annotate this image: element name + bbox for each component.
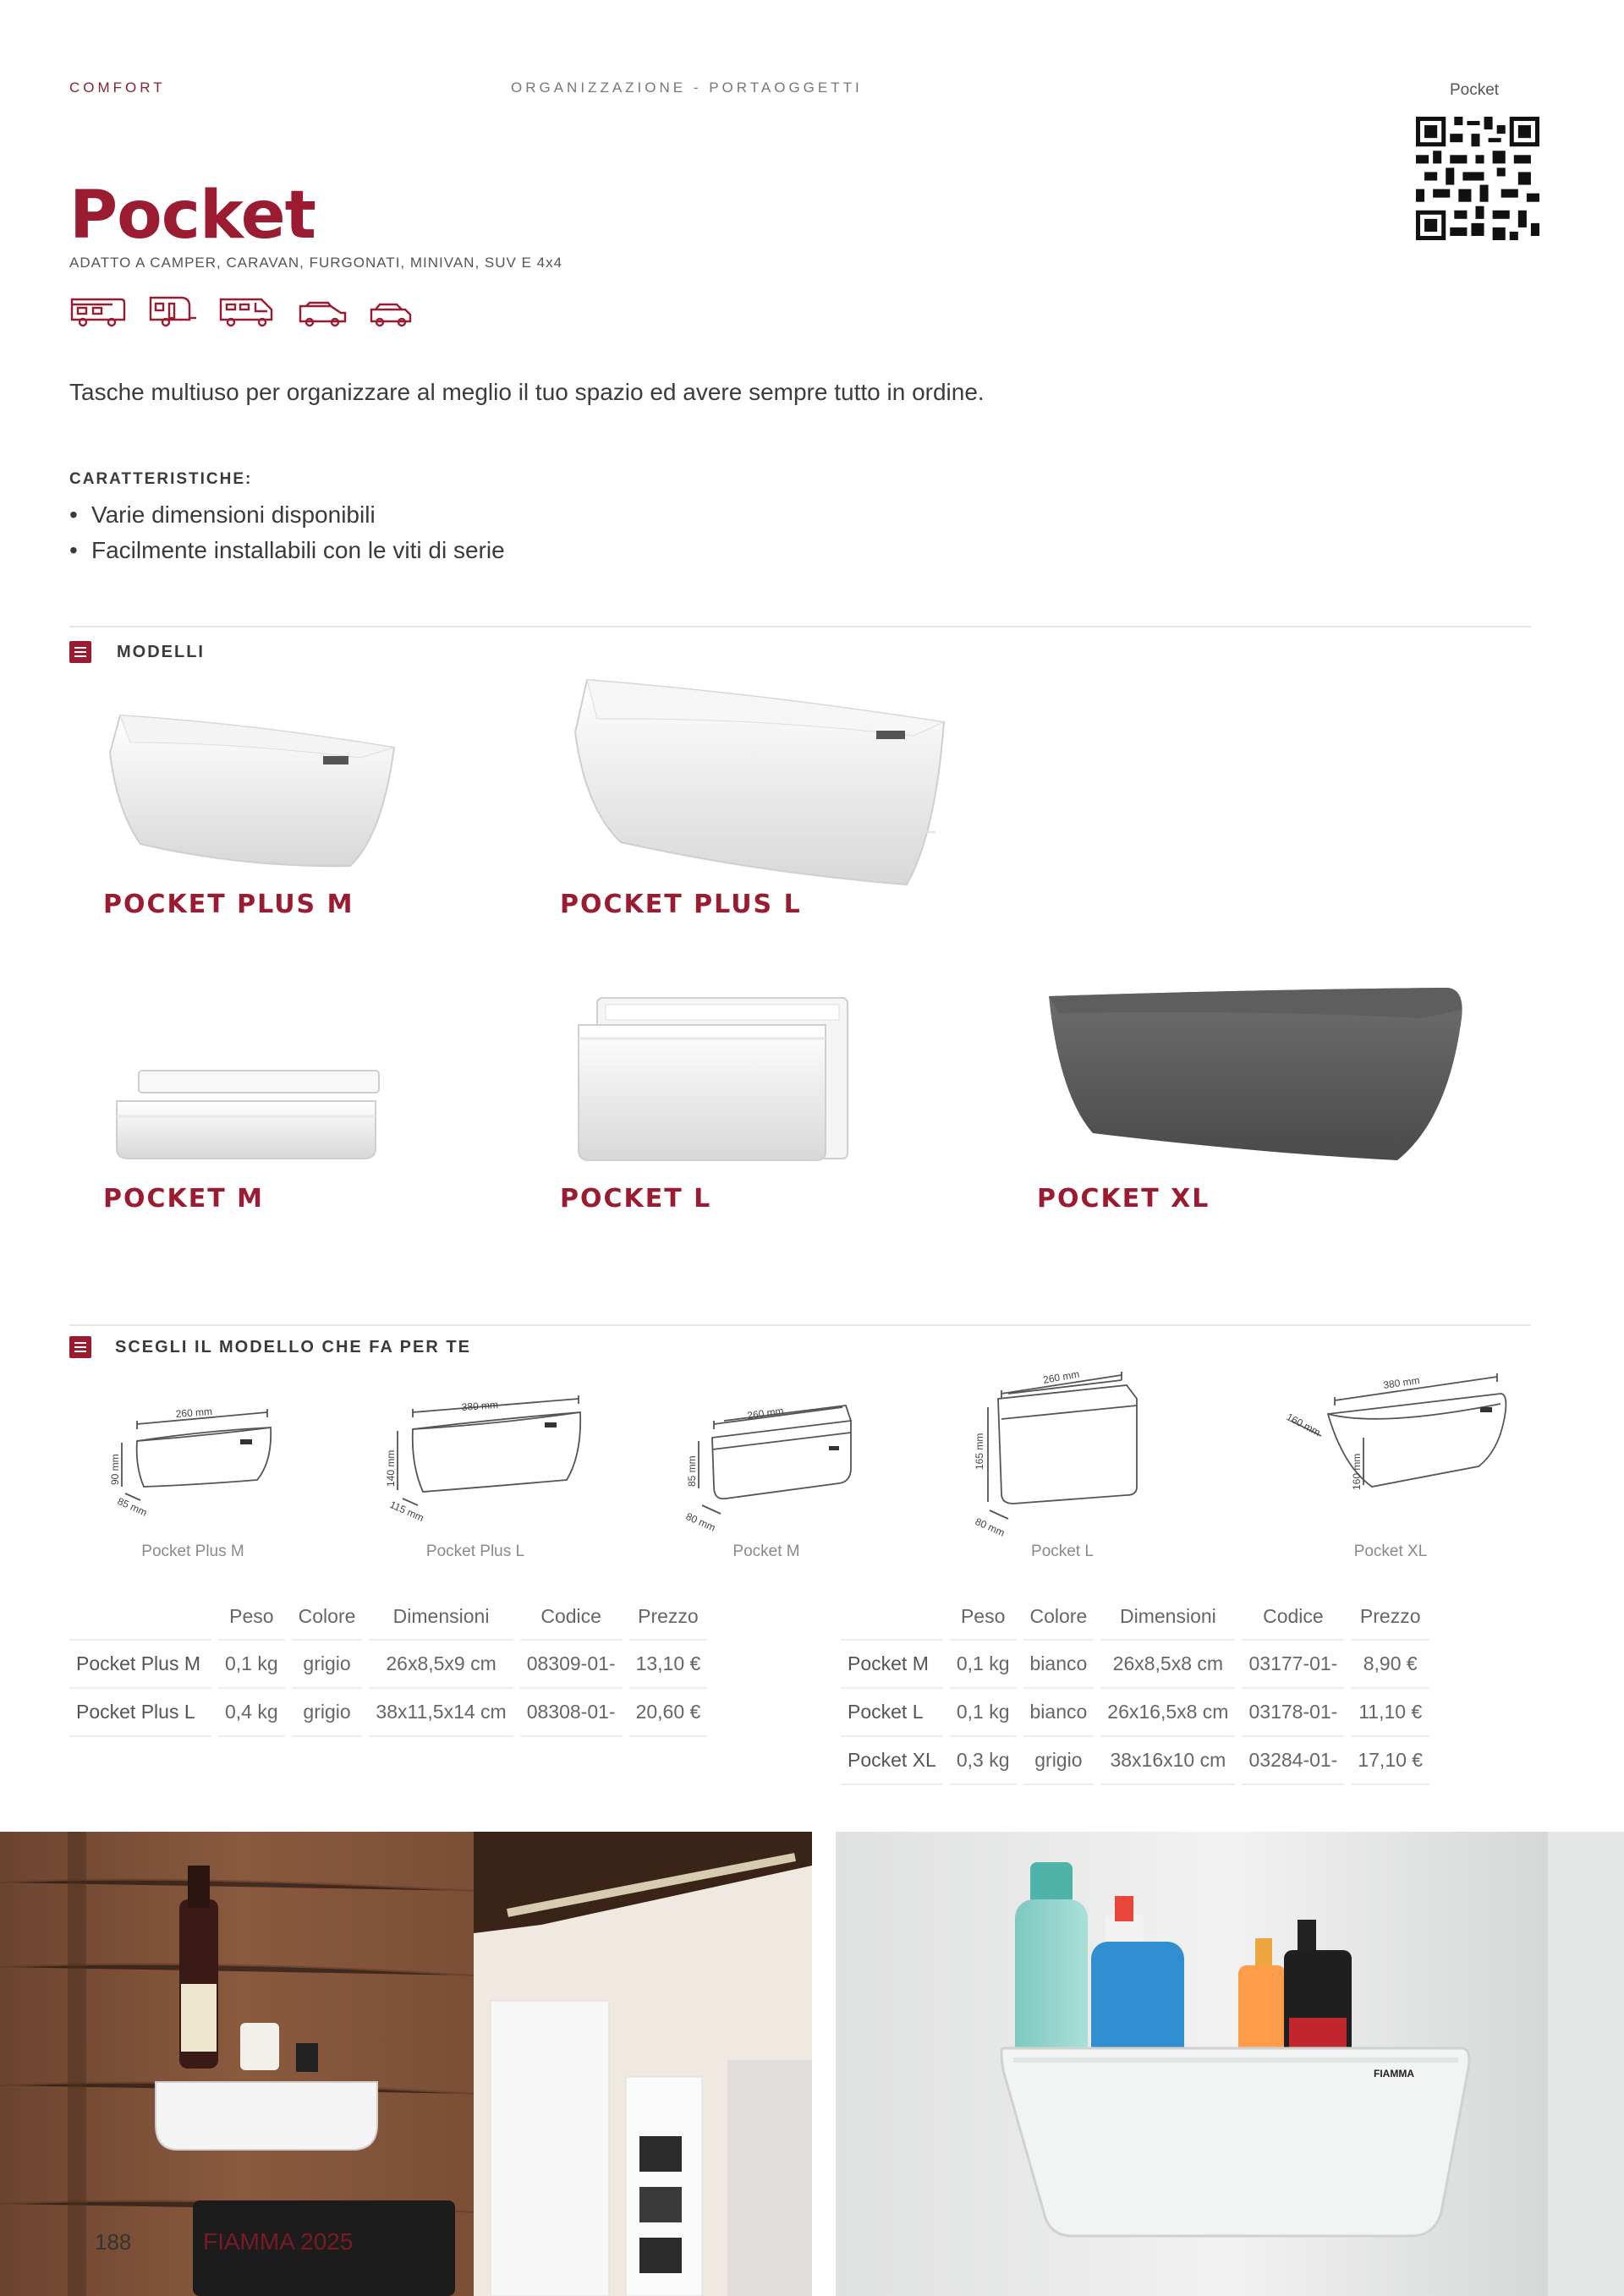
table-row bbox=[841, 1689, 1429, 1737]
color-cell: bianco bbox=[1023, 1641, 1095, 1689]
diagram-label: Pocket L bbox=[1031, 1543, 1094, 1560]
model-name: POCKET M bbox=[103, 1184, 265, 1214]
van-icon bbox=[218, 294, 277, 328]
col-header: Peso bbox=[218, 1593, 285, 1641]
dimension-label: 80 mm bbox=[683, 1510, 717, 1534]
product-name-cell: Pocket L bbox=[841, 1689, 943, 1737]
dimension-label: 85 mm bbox=[686, 1455, 698, 1487]
table-row bbox=[69, 1641, 707, 1689]
price-cell: 13,10 € bbox=[629, 1641, 708, 1689]
product-description: Tasche multiuso per organizzare al meglio il tuo spazio ed avere sempre tutto in ordine. bbox=[69, 379, 985, 405]
dimension-label: 260 mm bbox=[175, 1406, 213, 1420]
col-header: Colore bbox=[1023, 1593, 1095, 1641]
product-name-cell: Pocket XL bbox=[841, 1737, 943, 1785]
pocket-xl-diagram bbox=[1279, 1360, 1533, 1521]
weight-cell: 0,3 kg bbox=[950, 1737, 1017, 1785]
pocket-plus-m-diagram bbox=[102, 1395, 288, 1531]
suv-icon bbox=[369, 294, 413, 328]
col-header: Dimensioni bbox=[1100, 1593, 1235, 1641]
pocket-plus-l-diagram bbox=[379, 1387, 590, 1531]
dimension-label: 260 mm bbox=[1042, 1367, 1081, 1386]
col-header: Prezzo bbox=[629, 1593, 708, 1641]
weight-cell: 0,4 kg bbox=[218, 1689, 285, 1737]
caravan-icon bbox=[147, 294, 198, 328]
pocket-plus-l-image bbox=[572, 673, 947, 890]
qr-code-icon[interactable] bbox=[1416, 117, 1539, 240]
table-row bbox=[841, 1641, 1429, 1689]
dimensions-cell: 38x16x10 cm bbox=[1100, 1737, 1235, 1785]
price-cell: 20,60 € bbox=[629, 1689, 708, 1737]
dimension-label: 380 mm bbox=[1382, 1374, 1421, 1391]
code-cell: 08309-01- bbox=[520, 1641, 623, 1689]
code-cell: 03177-01- bbox=[1242, 1641, 1344, 1689]
minivan-icon bbox=[298, 294, 348, 328]
kitchen-photo bbox=[0, 1832, 812, 2296]
color-cell: grigio bbox=[292, 1689, 363, 1737]
product-name-cell: Pocket Plus L bbox=[69, 1689, 211, 1737]
weight-cell: 0,1 kg bbox=[950, 1689, 1017, 1737]
table-row bbox=[69, 1689, 707, 1737]
price-cell: 11,10 € bbox=[1351, 1689, 1429, 1737]
dimension-label: 165 mm bbox=[974, 1433, 985, 1470]
dimensions-cell: 26x16,5x8 cm bbox=[1100, 1689, 1235, 1737]
dimension-label: 380 mm bbox=[461, 1399, 499, 1413]
category-label: COMFORT bbox=[69, 79, 166, 96]
model-name: POCKET PLUS M bbox=[103, 890, 354, 919]
dimension-label: 80 mm bbox=[973, 1515, 1007, 1539]
models-section-title: MODELLI bbox=[117, 643, 205, 661]
weight-cell: 0,1 kg bbox=[218, 1641, 285, 1689]
color-cell: grigio bbox=[1023, 1737, 1095, 1785]
code-cell: 08308-01- bbox=[520, 1689, 623, 1737]
pocket-l-image bbox=[575, 995, 851, 1164]
pocket-l-diagram bbox=[964, 1360, 1159, 1539]
dimension-label: 140 mm bbox=[385, 1449, 397, 1487]
feature-item: • Facilmente installabili con le viti di serie bbox=[69, 533, 505, 568]
table-header-row bbox=[841, 1593, 1429, 1641]
color-cell: bianco bbox=[1023, 1689, 1095, 1737]
price-cell: 8,90 € bbox=[1351, 1641, 1429, 1689]
diagram-label: Pocket M bbox=[732, 1543, 800, 1560]
vehicle-icons bbox=[69, 289, 413, 328]
page-number: 188 bbox=[95, 2229, 132, 2255]
pocket-m-diagram bbox=[677, 1387, 871, 1539]
product-name-cell: Pocket Plus M bbox=[69, 1641, 211, 1689]
features-list bbox=[69, 497, 505, 568]
pocket-xl-image bbox=[1042, 984, 1465, 1165]
col-header: Dimensioni bbox=[369, 1593, 513, 1641]
section-divider bbox=[69, 1324, 1531, 1326]
dimension-label: 260 mm bbox=[746, 1405, 785, 1422]
feature-item: • Varie dimensioni disponibili bbox=[69, 497, 505, 533]
table-header-row bbox=[69, 1593, 707, 1641]
color-cell: grigio bbox=[292, 1641, 363, 1689]
list-icon bbox=[69, 641, 91, 663]
list-icon bbox=[69, 1336, 91, 1358]
qr-label: Pocket bbox=[1450, 81, 1500, 99]
col-header: Peso bbox=[950, 1593, 1017, 1641]
dimension-label: 90 mm bbox=[109, 1454, 121, 1485]
page-title: Pocket bbox=[69, 178, 315, 254]
bottle-label: FIAMMA bbox=[1374, 2068, 1414, 2080]
model-name: POCKET PLUS L bbox=[560, 890, 802, 919]
code-cell: 03178-01- bbox=[1242, 1689, 1344, 1737]
section-breadcrumb: ORGANIZZAZIONE - PORTAOGGETTI bbox=[511, 79, 863, 96]
dimension-label: 160 mm bbox=[1351, 1453, 1363, 1490]
section-divider bbox=[69, 626, 1531, 627]
product-subtitle: ADATTO A CAMPER, CARAVAN, FURGONATI, MINIVAN, SUV E 4x4 bbox=[69, 255, 563, 271]
motorhome-icon bbox=[69, 294, 127, 328]
spec-table-right bbox=[834, 1593, 1436, 1785]
choose-section-title: SCEGLI IL MODELLO CHE FA PER TE bbox=[115, 1338, 471, 1356]
features-heading: CARATTERISTICHE: bbox=[69, 470, 253, 488]
code-cell: 03284-01- bbox=[1242, 1737, 1344, 1785]
product-name-cell: Pocket M bbox=[841, 1641, 943, 1689]
diagram-label: Pocket XL bbox=[1353, 1543, 1428, 1560]
model-name: POCKET L bbox=[560, 1184, 712, 1214]
spec-table-left bbox=[63, 1593, 714, 1737]
dimension-label: 85 mm bbox=[115, 1494, 149, 1519]
photo-sign: FIAMMA 2025 bbox=[203, 2228, 354, 2255]
col-header: Colore bbox=[292, 1593, 363, 1641]
dimension-label: 160 mm bbox=[1284, 1411, 1323, 1439]
dimensions-cell: 38x11,5x14 cm bbox=[369, 1689, 513, 1737]
pocket-m-image bbox=[113, 1067, 382, 1162]
dimension-label: 115 mm bbox=[387, 1498, 426, 1525]
weight-cell: 0,1 kg bbox=[950, 1641, 1017, 1689]
model-name: POCKET XL bbox=[1037, 1184, 1210, 1214]
bathroom-photo bbox=[836, 1832, 1624, 2296]
diagram-label: Pocket Plus L bbox=[425, 1543, 525, 1560]
table-row bbox=[841, 1737, 1429, 1785]
price-cell: 17,10 € bbox=[1351, 1737, 1429, 1785]
diagram-label: Pocket Plus M bbox=[141, 1543, 244, 1560]
col-header: Codice bbox=[1242, 1593, 1344, 1641]
col-header: Prezzo bbox=[1351, 1593, 1429, 1641]
dimensions-cell: 26x8,5x8 cm bbox=[1100, 1641, 1235, 1689]
dimensions-cell: 26x8,5x9 cm bbox=[369, 1641, 513, 1689]
pocket-plus-m-image bbox=[107, 709, 398, 878]
col-header: Codice bbox=[520, 1593, 623, 1641]
